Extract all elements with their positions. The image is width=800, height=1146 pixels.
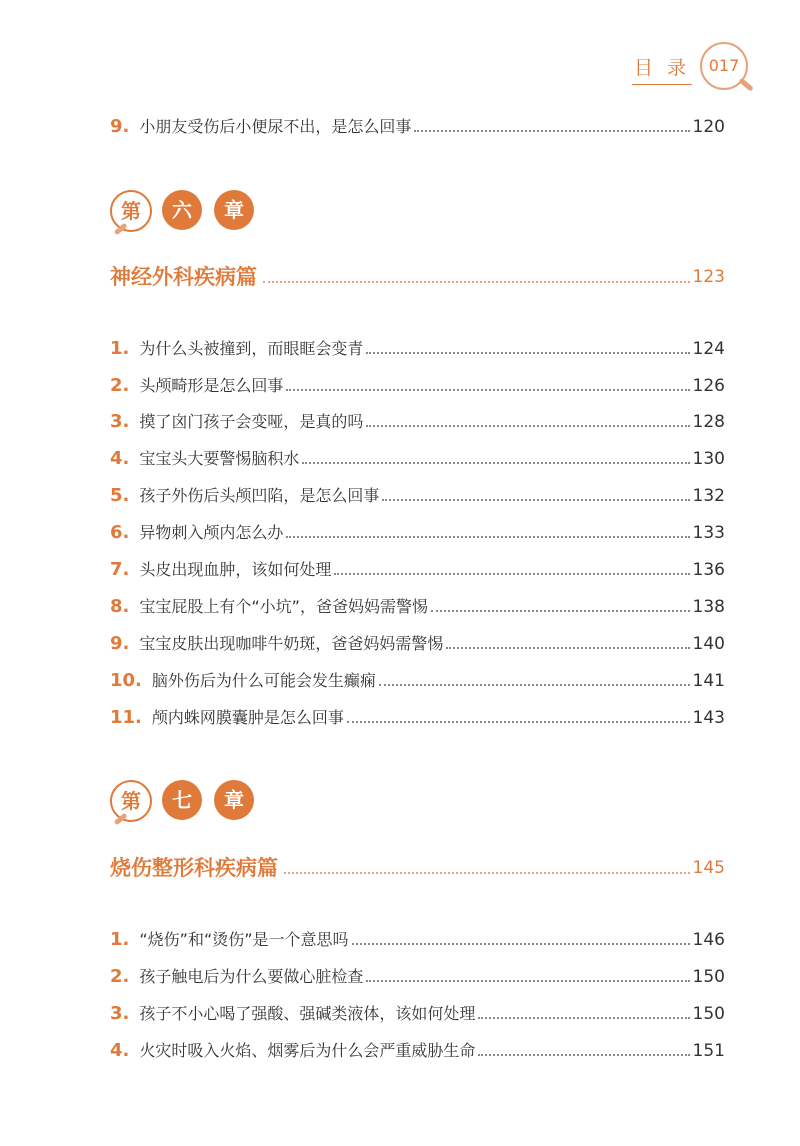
- toc-entry[interactable]: [110, 115, 725, 139]
- entry-page: 120: [692, 117, 725, 137]
- entry-title: 头皮出现血肿，该如何处理: [139, 560, 332, 579]
- toc-entry[interactable]: [110, 669, 725, 693]
- entry-number: 4.: [110, 1040, 130, 1061]
- dot-leader: [478, 1017, 689, 1019]
- dot-leader: [446, 647, 689, 649]
- entry-page: 128: [692, 412, 725, 432]
- entry-number: 11.: [110, 707, 142, 728]
- dot-leader: [284, 872, 690, 874]
- entry-page: 146: [692, 930, 725, 950]
- entry-title: 小朋友受伤后小便尿不出，是怎么回事: [139, 117, 412, 136]
- entry-title: 宝宝屁股上有个“小坑”，爸爸妈妈需警惕: [139, 597, 428, 616]
- entry-number: 10.: [110, 670, 142, 691]
- section-heading[interactable]: [110, 262, 725, 292]
- dot-leader: [263, 281, 690, 283]
- entry-title: 孩子触电后为什么要做心脏检查: [139, 967, 364, 986]
- entry-title: 头颅畸形是怎么回事: [139, 376, 284, 395]
- dot-leader: [478, 1054, 689, 1056]
- entry-number: 7.: [110, 559, 130, 580]
- entry-page: 151: [692, 1041, 725, 1061]
- toc-entry[interactable]: [110, 632, 725, 656]
- toc-entry[interactable]: [110, 928, 725, 952]
- dot-leader: [352, 943, 690, 945]
- chapter-7-badge: [110, 780, 270, 824]
- dot-leader: [379, 684, 690, 686]
- entry-number: 1.: [110, 338, 130, 359]
- dot-leader: [286, 389, 689, 391]
- section-title: 神经外科疾病篇: [110, 265, 257, 289]
- entry-page: 133: [692, 523, 725, 543]
- entry-title: 孩子外伤后头颅凹陷，是怎么回事: [139, 486, 380, 505]
- entry-title: 宝宝头大要警惕脑积水: [139, 449, 300, 468]
- entry-title: 为什么头被撞到，而眼眶会变青: [139, 339, 364, 358]
- dot-leader: [366, 425, 689, 427]
- toc-entry[interactable]: [110, 1002, 725, 1026]
- dot-leader: [366, 980, 689, 982]
- dot-leader: [431, 610, 690, 612]
- entry-page: 138: [692, 597, 725, 617]
- entry-title: 颅内蛛网膜囊肿是怎么回事: [151, 708, 344, 727]
- chapter-6-badge: [110, 190, 270, 234]
- entry-title: 火灾时吸入火焰、烟雾后为什么会严重威胁生命: [139, 1041, 476, 1060]
- entry-page: 126: [692, 376, 725, 396]
- toc-entry[interactable]: [110, 1039, 725, 1063]
- entry-number: 6.: [110, 522, 130, 543]
- entry-page: 136: [692, 560, 725, 580]
- chapter-suffix: 章: [214, 190, 254, 230]
- entry-title: 孩子不小心喝了强酸、强碱类液体，该如何处理: [139, 1004, 476, 1023]
- toc-entry[interactable]: [110, 374, 725, 398]
- toc-entry[interactable]: [110, 410, 725, 434]
- entry-page: 132: [692, 486, 725, 506]
- dot-leader: [347, 721, 690, 723]
- entry-number: 2.: [110, 966, 130, 987]
- toc-entry[interactable]: [110, 484, 725, 508]
- header-label: 目录: [634, 57, 701, 79]
- entry-page: 140: [692, 634, 725, 654]
- entry-number: 2.: [110, 375, 130, 396]
- toc-entry[interactable]: [110, 595, 725, 619]
- dot-leader: [382, 499, 689, 501]
- entry-title: 摸了囟门孩子会变哑，是真的吗: [139, 412, 364, 431]
- toc-entry[interactable]: [110, 965, 725, 989]
- toc-entry[interactable]: [110, 337, 725, 361]
- toc-entry[interactable]: [110, 447, 725, 471]
- entry-number: 4.: [110, 448, 130, 469]
- page-number: 017: [708, 56, 740, 75]
- header-underline: [632, 84, 692, 85]
- entry-title: 宝宝皮肤出现咖啡牛奶斑，爸爸妈妈需警惕: [139, 634, 444, 653]
- toc-entry[interactable]: [110, 521, 725, 545]
- entry-page: 141: [692, 671, 725, 691]
- entry-number: 3.: [110, 1003, 130, 1024]
- section-page: 123: [692, 267, 725, 287]
- chapter-numeral: 七: [162, 780, 202, 820]
- section-heading[interactable]: [110, 853, 725, 883]
- dot-leader: [366, 352, 689, 354]
- entry-number: 8.: [110, 596, 130, 617]
- entry-page: 130: [692, 449, 725, 469]
- entry-title: 异物刺入颅内怎么办: [139, 523, 284, 542]
- toc-entry[interactable]: [110, 558, 725, 582]
- toc-entry[interactable]: [110, 706, 725, 730]
- section-page: 145: [692, 858, 725, 878]
- entry-number: 5.: [110, 485, 130, 506]
- entry-page: 150: [692, 967, 725, 987]
- chapter-prefix: 第: [110, 780, 152, 822]
- chapter-prefix: 第: [110, 190, 152, 232]
- dot-leader: [334, 573, 689, 575]
- chapter-suffix: 章: [214, 780, 254, 820]
- entry-page: 150: [692, 1004, 725, 1024]
- entry-title: “烧伤”和“烫伤”是一个意思吗: [139, 930, 349, 949]
- entry-number: 9.: [110, 116, 130, 137]
- entry-page: 143: [692, 708, 725, 728]
- entry-title: 脑外伤后为什么可能会发生癫痫: [151, 671, 376, 690]
- section-title: 烧伤整形科疾病篇: [110, 856, 278, 880]
- entry-number: 3.: [110, 411, 130, 432]
- dot-leader: [414, 130, 689, 132]
- chapter-numeral: 六: [162, 190, 202, 230]
- entry-page: 124: [692, 339, 725, 359]
- entry-number: 1.: [110, 929, 130, 950]
- dot-leader: [302, 462, 689, 464]
- dot-leader: [286, 536, 689, 538]
- entry-number: 9.: [110, 633, 130, 654]
